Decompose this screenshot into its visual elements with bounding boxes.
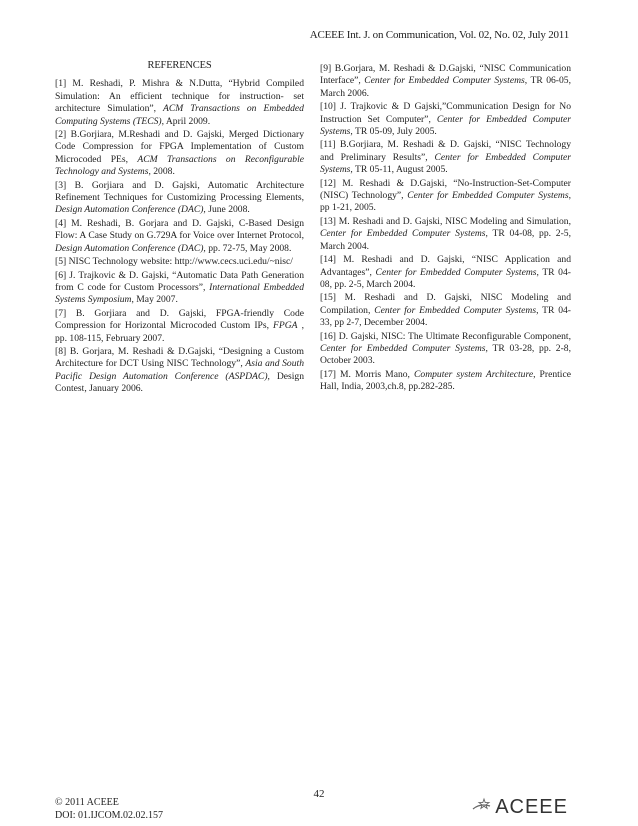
reference-entry [55,218,304,255]
reference-entry [320,178,571,215]
page-number: 42 [313,788,325,800]
reference-venue: FPGA [273,320,298,332]
journal-header: ACEEE Int. J. on Communication, Vol. 02, No. 02, July 2011 [309,29,569,41]
reference-entry [320,254,571,291]
reference-text: , pp. 108-115, February 2007. [55,320,304,344]
reference-venue: Design Automation Conference (DAC) [55,204,204,216]
reference-entry [55,129,304,179]
reference-text: , pp 1-21, 2005. [320,190,571,214]
reference-venue: Center for Embedded Computer Systems [320,151,571,176]
reference-entry [55,78,304,128]
reference-venue: ACM Transactions on Reconfigurable Technology and Systems [55,153,305,178]
reference-text: [1] M. Reshadi, P. Mishra & N.Dutta, “Hybrid Compiled Simulation: An efficient technique for instruction- set architecture Simulation”, [55,78,304,115]
reference-entry [55,256,304,268]
reference-text: , TR 04-33, pp 2-7, December 2004. [320,304,571,329]
reference-text: , 2008. [148,166,175,178]
reference-venue: ACM Transactions on Embedded Computing Systems (TECS) [55,103,304,127]
reference-text: , TR 04-08, pp. 2-5, March 2004. [320,228,571,252]
reference-list-left [55,78,304,395]
reference-text: [3] B. Gorjiara and D. Gajski, Automatic Architecture Refinement Techniques for Customizing Processing Elements, [55,179,304,204]
reference-text: , Design Contest, January 2006. [55,370,304,395]
footer-info [55,796,163,822]
reference-entry [55,270,304,307]
reference-entry [320,369,571,394]
reference-text: , April 2009. [161,115,211,127]
reference-text: [2] B.Gorjiara, M.Reshadi and D. Gajski, Merged Dictionary Code Compression for FPGA Implementation of Custom Microcoded PEs, [55,129,304,165]
reference-venue: Center for Embedded Computer Systems [320,342,486,354]
reference-text: , June 2008. [203,204,250,216]
reference-venue: Computer system Architecture [414,368,534,380]
reference-text: [17] M. Morris Mano, [320,368,414,380]
reference-entry [320,292,571,329]
reference-text: [4] M. Reshadi, B. Gorjara and D. Gajski, C-Based Design Flow: A Case Study on G.729A for Voice over Internet Protocol, [55,217,304,242]
references-left-column [55,60,304,397]
reference-text: [5] NISC Technology website: http://www.cecs.uci.edu/~nisc/ [55,256,293,268]
reference-text: , TR 03-28, pp. 2-8, October 2003. [320,342,571,367]
reference-entry [320,63,571,100]
reference-entry [320,216,571,253]
reference-text: [12] M. Reshadi & D.Gajski, “No-Instruction-Set-Computer (NISC) Technology”, [320,177,571,202]
reference-text: , TR 05-09, July 2005. [350,126,437,138]
reference-text: [15] M. Reshadi and D. Gajski, NISC Modeling and Compilation, [320,292,571,316]
reference-text: [13] M. Reshadi and D. Gajski, NISC Modeling and Simulation, [320,215,571,227]
reference-text: [9] B.Gorjara, M. Reshadi & D.Gajski, “NISC Communication Interface”, [320,63,571,87]
reference-venue: Center for Embedded Computer Systems [374,304,537,316]
doi-text: DOI: 01.IJCOM.02.02.157 [55,810,164,821]
reference-text: [16] D. Gajski, NISC: The Ultimate Reconfigurable Component, [320,330,571,342]
reference-venue: Center for Embedded Computer Systems [364,75,525,87]
copyright-text: © 2011 ACEEE [55,797,119,808]
reference-venue: International Embedded Systems Symposium [55,281,304,306]
reference-text: , Prentice Hall, India, 2003,ch.8, pp.282-285. [320,368,571,393]
reference-venue: Asia and South Pacific Design Automation Conference (ASPDAC) [55,358,304,382]
reference-venue: Design Automation Conference (DAC) [55,242,204,254]
reference-text: [11] B.Gorjiara, M. Reshadi & D. Gajski, “NISC Technology and Preliminary Results”, [320,139,571,163]
reference-entry [320,331,571,368]
reference-venue: Center for Embedded Computer Systems [320,113,572,138]
reference-venue: Center for Embedded Computer Systems [407,190,569,202]
reference-text: [7] B. Gorjiara and D. Gajski, FPGA-friendly Code Compression for Horizontal Microcoded Custom IPs, [55,307,304,332]
reference-text: [6] J. Trajkovic & D. Gajski, “Automatic Data Path Generation from C code for Custom Processors”, [55,269,304,293]
reference-text: , TR 04-08, pp. 2-5, March 2004. [320,266,571,290]
aceee-logo [470,796,568,819]
reference-entry [55,180,304,217]
references-heading: REFERENCES [147,60,212,71]
reference-text: [8] B. Gorjara, M. Reshadi & D.Gajski, “Designing a Custom Architecture for DCT Using NISC Technology”, [55,345,304,370]
reference-entry [320,101,571,138]
reference-text: , TR 06-05, March 2006. [320,75,571,99]
reference-entry [320,139,571,176]
reference-venue: Center for Embedded Computer Systems [375,266,537,278]
star-swoosh-icon [470,797,492,818]
reference-text: [10] J. Trajkovic & D Gajski,”Communication Design for No Instruction Set Computer”, [320,101,571,125]
reference-venue: Center for Embedded Computer Systems [320,228,486,240]
reference-entry [55,346,304,396]
references-right-column [320,63,571,395]
reference-text: [14] M. Reshadi and D. Gajski, “NISC Application and Advantages”, [320,254,571,278]
reference-entry [55,308,304,345]
reference-list-right [320,63,571,394]
reference-text: , May 2007. [131,294,178,306]
logo-text: ACEEE [495,796,568,818]
reference-text: , pp. 72-75, May 2008. [203,242,292,254]
reference-text: , TR 05-11, August 2005. [350,164,448,176]
